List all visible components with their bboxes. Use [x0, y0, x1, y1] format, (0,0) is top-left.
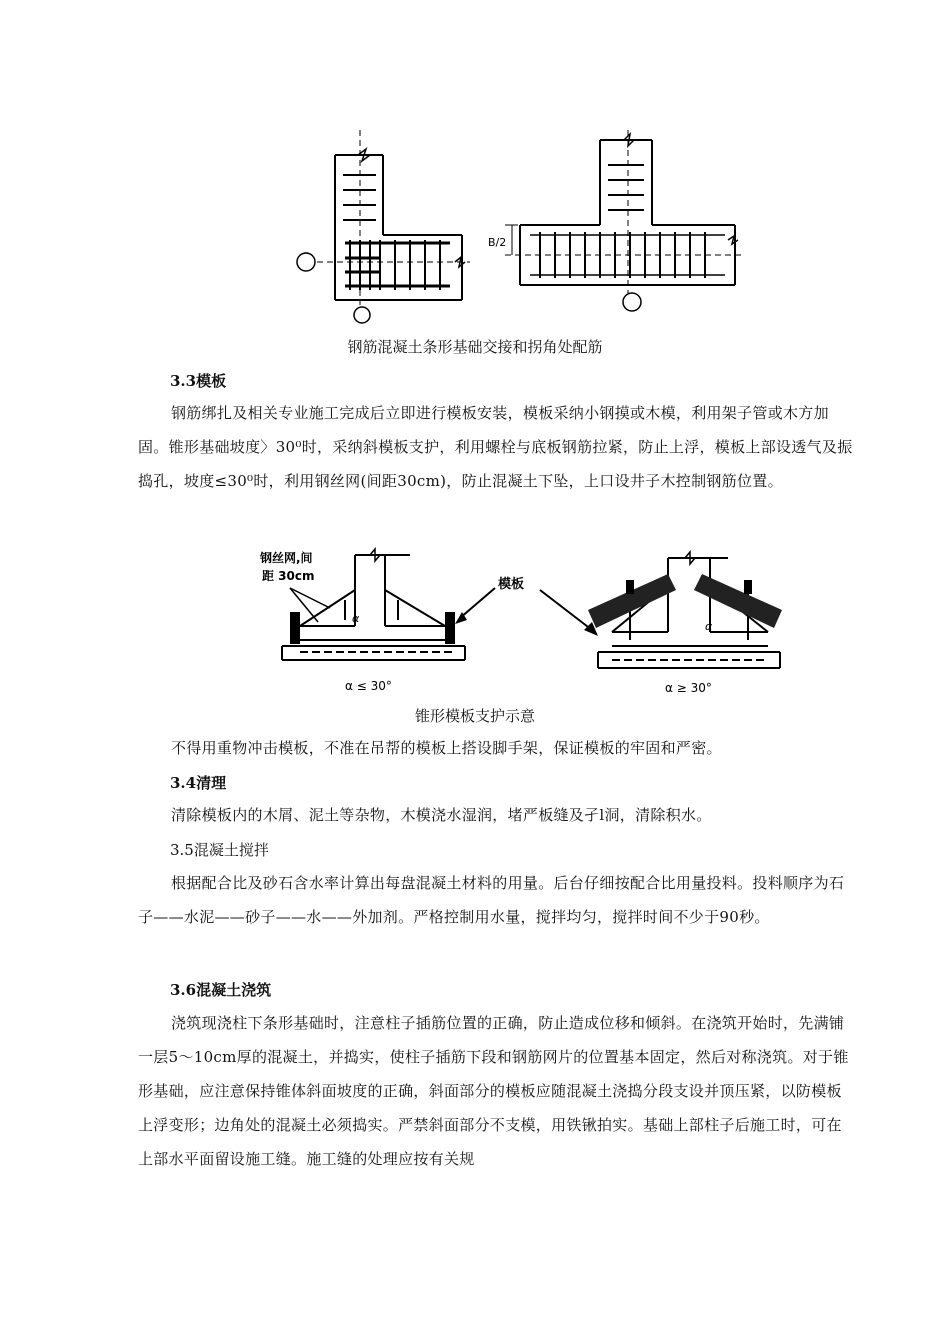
formwork-support-figure — [255, 540, 815, 700]
section-3-6-heading: 3.6混凝土浇筑 — [170, 981, 272, 999]
section-3-3-paragraph: 钢筋绑扎及相关专业施工完成后立即进行模板安装，模板采纳小钢摸或木模，利用架子管或木方加固。锥形基础坡度〉30⁰时，采纳斜模板支护，利用螺栓与底板钢筋拉紧，防止上浮，模板上部设透气及振捣孔，坡度≤30⁰时，利用钢丝网(间距30cm)，防止混凝土下坠，上口设井子木控制钢筋位置。 — [138, 404, 853, 490]
figure2-caption: 锥形模板支护示意 — [414, 707, 535, 725]
b-half-dimension-label: B/2 — [488, 236, 507, 249]
section-3-5-heading: 3.5混凝土搅拌 — [170, 841, 269, 859]
section-3-4-paragraph: 清除模板内的木屑、泥土等杂物，木模浇水湿润，堵严板缝及孑l洞，清除积水。 — [171, 806, 712, 824]
mesh-label-line1: 钢丝网,间 — [260, 551, 313, 565]
angle-label-right: α ≥ 30° — [665, 681, 712, 695]
section-3-5-paragraph: 根据配合比及砂石含水率计算出每盘混凝土材料的用量。后台仔细按配合比用量投料。投料顺序为石子——水泥——砂子——水——外加剂。严格控制用水量，搅拌均匀，搅拌时间不少于90秒。 — [138, 874, 845, 926]
section-3-4-heading: 3.4清理 — [170, 774, 227, 792]
no-impact-paragraph: 不得用重物冲击模板，不准在吊帮的模板上搭设脚手架，保证模板的牢固和严密。 — [171, 739, 722, 757]
angle-label-left: α ≤ 30° — [345, 679, 392, 693]
formwork-label: 模板 — [498, 577, 525, 592]
section-3-6-paragraph: 浇筑现浇柱下条形基础时，注意柱子插筋位置的正确，防止造成位移和倾斜。在浇筑开始时，先满铺一层5～10cm厚的混凝土，并捣实，使柱子插筋下段和钢筋网片的位置基本固定，然后对称浇筑。对于锥形基础，应注意保持锥体斜面坡度的正确，斜面部分的模板应随混凝土浇捣分段支设并顶压紧，以防模板上浮变形；边角处的混凝土必须捣实。严禁斜面部分不支模，用铁锹拍实。基础上部柱子后施工时，可在上部水平面留设施工缝。施工缝的处理应按有关规 — [138, 1014, 849, 1168]
section-3-3-heading: 3.3模板 — [170, 372, 227, 390]
alpha-label-right: α — [705, 620, 713, 633]
rebar-junction-figure — [290, 125, 750, 330]
mesh-label-line2: 距 30cm — [262, 569, 315, 583]
figure1-caption: 钢筋混凝土条形基础交接和拐角处配筋 — [347, 338, 603, 356]
alpha-label-left: α — [352, 612, 360, 625]
